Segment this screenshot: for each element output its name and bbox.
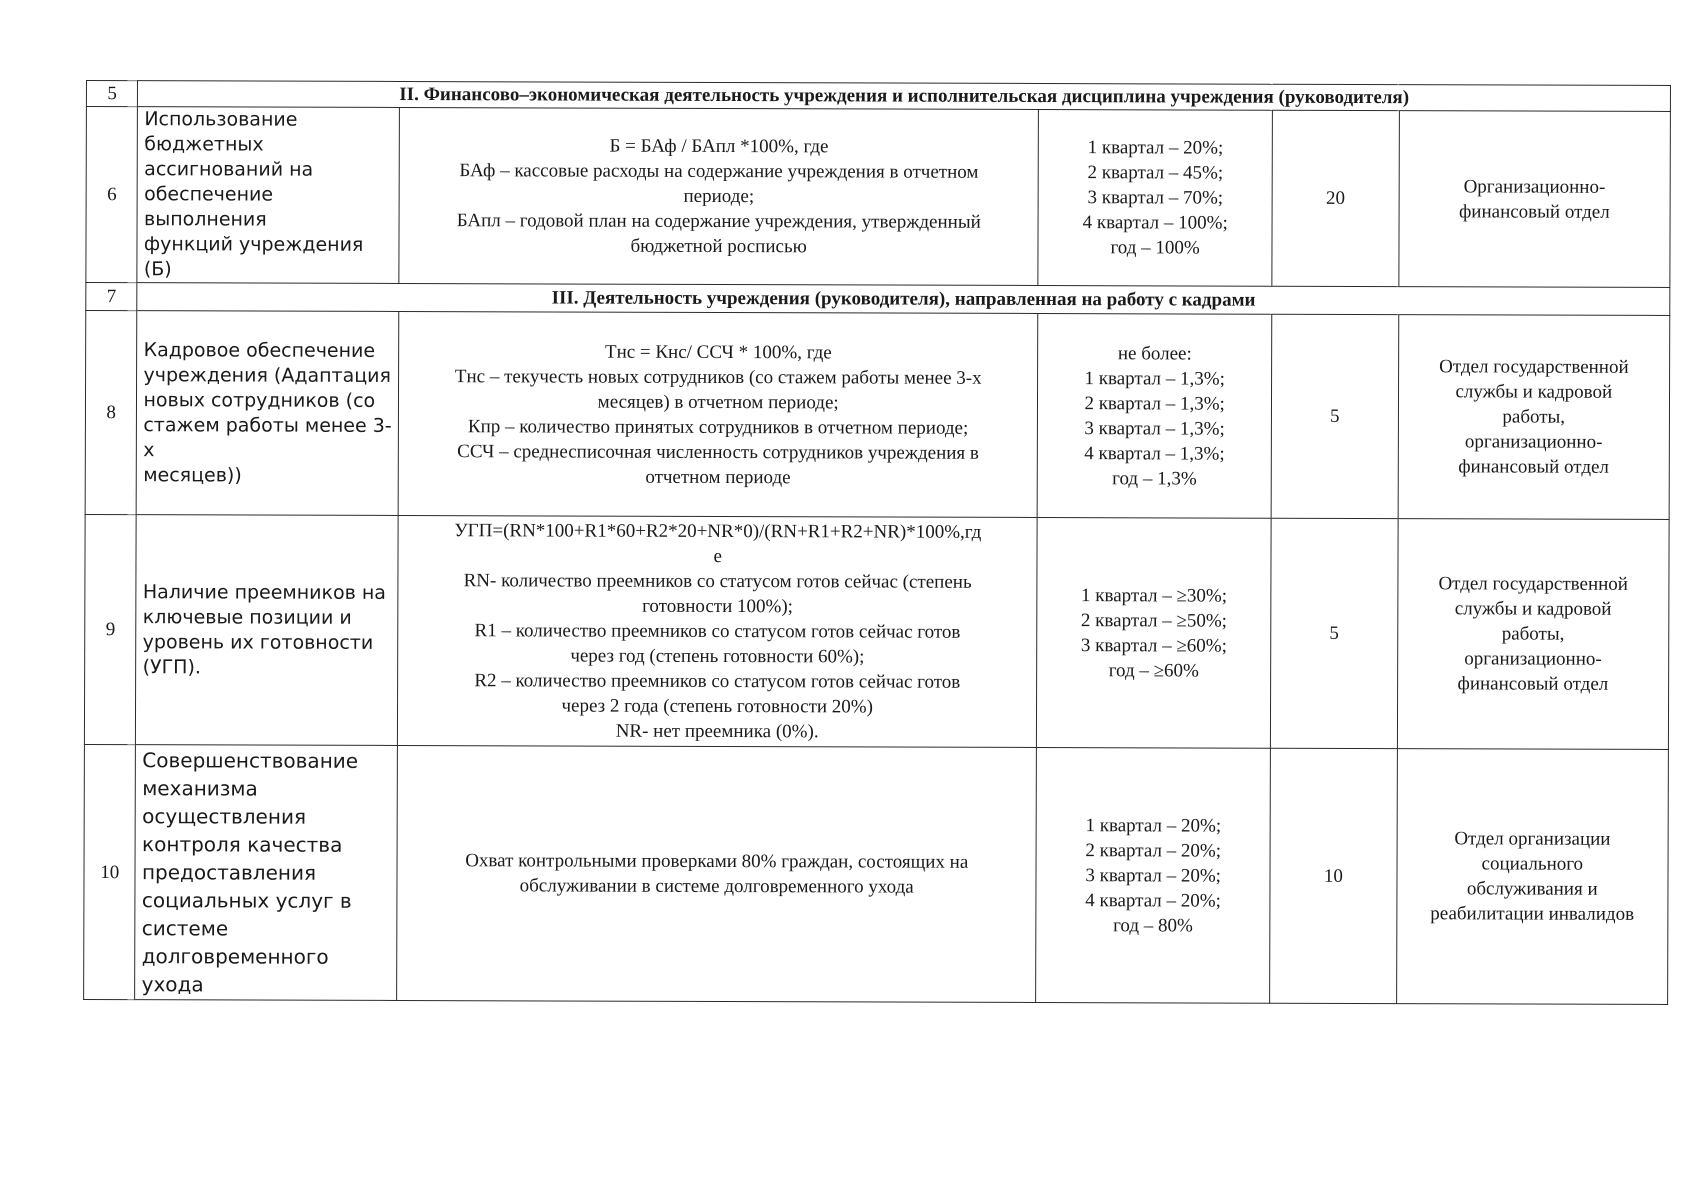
indicator-name-line: месяцев))	[143, 463, 242, 486]
indicator-name-line: системе	[141, 916, 229, 941]
target-values-cell	[1037, 313, 1271, 518]
formula-line: периоде;	[683, 185, 755, 208]
table-row	[84, 514, 1669, 749]
target-value: год – 80%	[1113, 914, 1193, 936]
formula-line: R1 – количество преемников со статусом готов сейчас готов	[474, 620, 961, 643]
department-line: финансовый отдел	[1458, 456, 1609, 478]
target-values-cell	[1038, 109, 1272, 286]
department-line: социального	[1481, 853, 1584, 875]
indicator-name-line: уровень их готовности	[142, 630, 374, 654]
formula-line: через год (степень готовности 60%);	[570, 645, 865, 668]
indicator-name-line: Кадровое обеспечение	[143, 338, 376, 362]
formula-line: е	[713, 545, 722, 568]
indicator-name-line: бюджетных	[144, 133, 264, 156]
target-value: не более:	[1117, 342, 1192, 364]
indicator-name-line: долговременного	[141, 944, 329, 969]
formula-line: Б = БАф / БАпл *100%, где	[609, 135, 829, 158]
formula-line: месяцев) в отчетном периоде;	[597, 391, 839, 413]
formula-cell	[398, 311, 1038, 517]
formula-line: БАф – кассовые расходы на содержание учреждения в отчетном	[459, 160, 979, 183]
weight-cell: 20	[1272, 110, 1399, 286]
indicator-name-line: (УГП).	[142, 655, 201, 678]
table-row	[84, 744, 1669, 1004]
formula-line: бюджетной росписью	[630, 235, 807, 258]
formula-line: БАпл – годовой план на содержание учреждения, утвержденный	[456, 210, 981, 233]
weight-cell: 5	[1271, 314, 1398, 518]
department-line: организационно-	[1464, 431, 1603, 453]
formula-line: через 2 года (степень готовности 20%)	[561, 695, 874, 718]
indicator-name-line: учреждения (Адаптация	[143, 363, 392, 387]
indicator-name-line: функций учреждения (Б)	[143, 233, 364, 281]
formula-line: R2 – количество преемников со статусом готов сейчас готов	[474, 670, 961, 693]
responsible-department-cell	[1397, 519, 1669, 750]
target-value: 4 квартал – 20%;	[1085, 889, 1221, 912]
formula-cell	[397, 745, 1037, 1002]
formula-line: RN- количество преемников со статусом готов сейчас (степень	[463, 570, 972, 593]
target-value: 3 квартал – 1,3%;	[1084, 417, 1225, 440]
indicator-name-line: контроля качества	[142, 832, 343, 857]
table-row	[85, 311, 1670, 520]
target-value: год – 100%	[1110, 237, 1200, 259]
department-line: Отдел государственной	[1438, 573, 1629, 595]
indicator-name-cell	[135, 745, 397, 1001]
indicator-name-line: стажем работы менее 3-х	[143, 413, 392, 461]
department-line: службы и кадровой	[1455, 381, 1613, 403]
department-line: организационно-	[1464, 648, 1602, 670]
formula-line: ССЧ – среднесписочная численность сотрудников учреждения в	[457, 440, 979, 464]
target-value: 4 квартал – 100%;	[1082, 212, 1228, 234]
indicator-name-cell	[137, 311, 399, 516]
row-number: 7	[86, 283, 138, 311]
indicator-name-line: обеспечение выполнения	[143, 183, 274, 231]
indicator-name-line: ключевые позиции и	[142, 605, 352, 629]
indicator-name-line: Наличие преемников на	[142, 580, 387, 604]
row-number: 6	[86, 107, 138, 283]
department-line: Отдел государственной	[1439, 356, 1629, 378]
weight-cell: 10	[1270, 748, 1397, 1003]
target-value: 1 квартал – 1,3%;	[1084, 367, 1225, 390]
responsible-department-cell	[1398, 315, 1670, 520]
department-line: Отдел организации	[1454, 828, 1611, 850]
target-value: 3 квартал – 20%;	[1085, 864, 1222, 887]
target-value: 1 квартал – 20%;	[1087, 137, 1224, 159]
indicators-table	[83, 80, 1671, 1005]
formula-line: УГП=(RN*100+R1*60+R2*20+NR*0)/(RN+R1+R2+NR)*100%,гд	[454, 520, 982, 543]
target-values-cell	[1037, 517, 1272, 748]
row-number: 8	[85, 311, 137, 515]
formula-line: Тнс = Кнс/ ССЧ * 100%, где	[604, 341, 832, 363]
row-number: 5	[86, 81, 138, 107]
target-value: 1 квартал – 20%;	[1085, 814, 1222, 837]
target-value: 3 квартал – ≥60%;	[1080, 634, 1227, 657]
indicator-name-line: новых сотрудников (со	[143, 388, 376, 412]
indicator-name-line: Совершенствование	[142, 748, 359, 773]
target-value: 1 квартал – ≥30%;	[1080, 584, 1228, 607]
indicator-name-line: ассигнований на	[144, 158, 314, 181]
weight-cell: 5	[1270, 518, 1397, 748]
formula-line: Кпр – количество принятых сотрудников в отчетном периоде;	[467, 415, 969, 439]
department-line: службы и кадровой	[1454, 598, 1612, 620]
department-line: финансовый отдел	[1458, 200, 1610, 223]
formula-line: обслуживании в системе долговременного ухода	[519, 875, 914, 898]
formula-line: отчетном периоде	[645, 466, 791, 488]
row-number: 10	[84, 744, 136, 999]
responsible-department-cell	[1396, 749, 1668, 1005]
formula-cell	[398, 515, 1038, 747]
department-line: финансовый отдел	[1457, 673, 1609, 695]
indicator-name-cell	[137, 107, 399, 284]
department-line: реабилитации инвалидов	[1430, 903, 1635, 925]
table-row	[86, 107, 1671, 288]
indicator-name-line: ухода	[141, 972, 204, 997]
department-line: работы,	[1501, 623, 1565, 645]
formula-cell	[399, 107, 1039, 285]
indicator-name-cell	[136, 515, 398, 746]
section-title: III. Деятельность учреждения (руководителя), направленная на работу с кадрами	[137, 283, 1670, 316]
formula-line: Охват контрольными проверками 80% граждан, состоящих на	[465, 850, 969, 873]
target-value: 2 квартал – ≥50%;	[1080, 609, 1228, 632]
target-value: 4 квартал – 1,3%;	[1084, 442, 1225, 465]
indicator-name-line: механизма	[142, 776, 258, 801]
responsible-department-cell	[1398, 111, 1670, 288]
formula-line: NR- нет преемника (0%).	[615, 720, 819, 743]
section-title: II. Финансово–экономическая деятельность учреждения и исполнительская дисциплина учреждения (руководителя)	[138, 81, 1671, 112]
department-line: работы,	[1502, 406, 1566, 428]
formula-line: Тнс – текучесть новых сотрудников (со стажем работы менее 3-х	[454, 365, 982, 389]
target-value: год – ≥60%	[1108, 659, 1199, 681]
indicator-name-line: осуществления	[142, 804, 307, 829]
row-number: 9	[84, 514, 136, 744]
target-value: 3 квартал – 70%;	[1087, 187, 1224, 209]
indicator-name-line: Использование	[144, 108, 298, 131]
target-value: год – 1,3%	[1112, 467, 1197, 489]
target-values-cell	[1036, 747, 1271, 1003]
indicator-name-line: социальных услуг в	[141, 888, 352, 913]
target-value: 2 квартал – 20%;	[1085, 839, 1222, 862]
target-value: 2 квартал – 1,3%;	[1084, 392, 1225, 415]
formula-line: готовности 100%);	[642, 595, 793, 618]
department-line: Организационно-	[1463, 175, 1606, 198]
department-line: обслуживания и	[1466, 878, 1598, 900]
target-value: 2 квартал – 45%;	[1087, 162, 1224, 184]
indicator-name-line: предоставления	[141, 860, 317, 885]
